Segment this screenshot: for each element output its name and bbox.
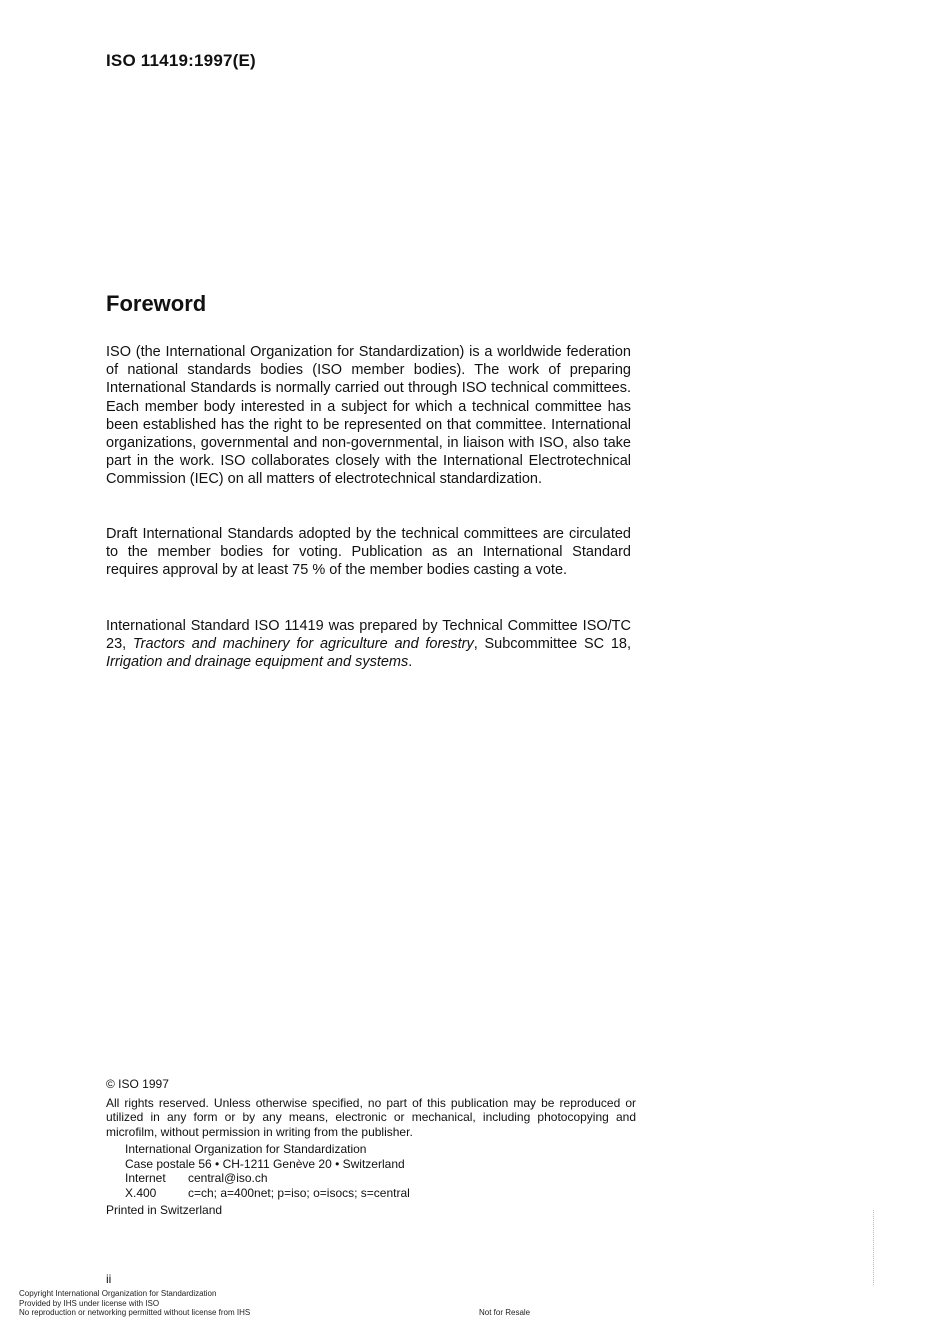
foreword-paragraph-2: Draft International Standards adopted by the technical committees are circulated to the member bodies for voting. Publication as an International Standard requires approval by at least 75 % of the member bodies casting a vote. xyxy=(106,526,631,579)
foreword-paragraph-1: ISO (the International Organization for Standardization) is a worldwide federation of national standards bodies (ISO member bodies). The work of preparing International Standards is normally carried out through ISO technical committees. Each member body interested in a subject for which a technical committee has been established has the right to be represented on that committee. International organizations, governmental and non-governmental, in liaison with ISO, also take part in the work. ISO collaborates closely with the International Electrotechnical Commission (IEC) on all matters of electrotechnical standardization. xyxy=(106,344,631,488)
section-heading: Foreword xyxy=(106,291,207,316)
internet-contact xyxy=(106,1171,636,1186)
paragraph-text: . xyxy=(408,654,413,671)
x400-value: c=ch; a=400net; p=iso; o=isocs; s=central xyxy=(188,1185,410,1200)
paragraph-text: , Subcommittee SC 18, xyxy=(473,636,631,653)
document-id: ISO 11419:1997(E) xyxy=(106,51,256,70)
footer-line: Copyright International Organization for Standardization xyxy=(19,1289,217,1298)
foreword-paragraph-3 xyxy=(106,617,631,672)
footer-line: Provided by IHS under license with ISO xyxy=(19,1298,160,1308)
copyright-notice: © ISO 1997 xyxy=(106,1077,169,1091)
page-number: ii xyxy=(106,1272,112,1286)
printed-location: Printed in Switzerland xyxy=(106,1203,223,1217)
publisher-address: Case postale 56 • CH-1211 Genève 20 • Switzerland xyxy=(125,1156,405,1171)
footer-line: No reproduction or networking permitted without license from IHS xyxy=(19,1308,251,1317)
not-for-resale-label: Not for Resale xyxy=(479,1308,531,1317)
internet-value: central@iso.ch xyxy=(188,1171,268,1185)
copyright-block xyxy=(106,1077,636,1218)
rights-statement: All rights reserved. Unless otherwise specified, no part of this publication may be reproduced or utilized in any form or by any means, electronic or mechanical, including photocopying and microfilm, without permission in writing from the publisher. xyxy=(106,1095,636,1139)
x400-contact xyxy=(106,1186,636,1201)
committee-title: Tractors and machinery for agriculture and forestry xyxy=(132,636,474,653)
scan-margin-mark xyxy=(873,1210,874,1285)
x400-label: X.400 xyxy=(125,1185,157,1200)
subcommittee-title: Irrigation and drainage equipment and systems xyxy=(106,654,409,671)
paragraph-text: International Standard ISO 11419 was prepared by Technical Committee ISO/TC 23, xyxy=(106,618,631,653)
license-footer xyxy=(19,1289,250,1318)
publisher-name: International Organization for Standardization xyxy=(125,1142,367,1156)
internet-label: Internet xyxy=(125,1171,166,1185)
